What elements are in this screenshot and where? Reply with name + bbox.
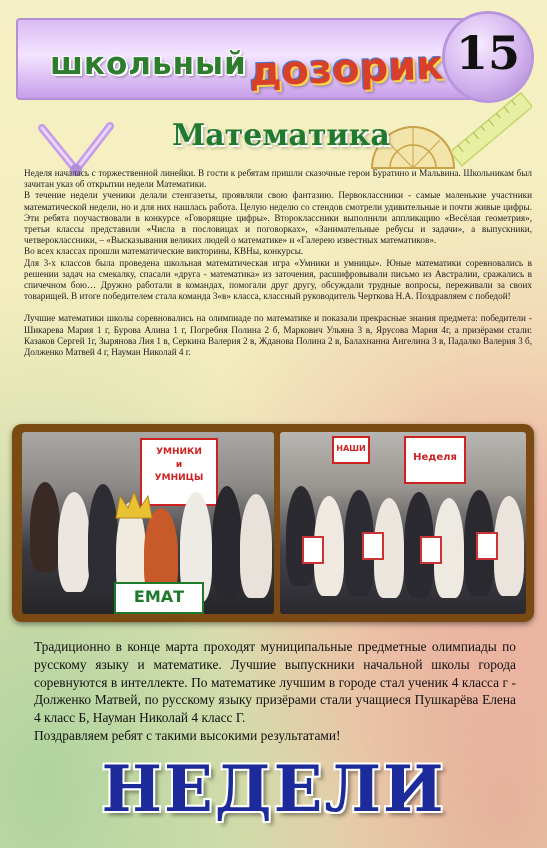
footer-title: НЕДЕЛИ xyxy=(101,752,446,827)
closing-paragraph: Поздравляем ребят с такими высокими результатами! xyxy=(34,727,341,743)
article-paragraph: В течение недели ученики делали стенгазеты, проявляли свою фантазию. Первоклассники - самые маленькие участники математической недели, но и для них нашлась работа. Целую неделю со стендов смотрели удивительные и почти живые цифры. Эти ребята поучаствовали в конкурсе «Говорящие цифры». Второклассники выполнили аппликацию «Весёлая геометрия», третьи классы представили «Числа в пословицах и поговорках», «Занимательные ребусы и задачи», а выпускники, четвероклассники, – «Высказывания великих людей о математике» и «Галерею известных математиков». xyxy=(24,190,532,246)
issue-number: 15 xyxy=(455,26,520,80)
photo-sign-top: НАШИ xyxy=(332,436,370,464)
newspaper-brand: дозорик xyxy=(248,42,445,96)
newspaper-title: школьный xyxy=(50,46,247,82)
photo-sign-text: и xyxy=(175,460,183,470)
crown-icon xyxy=(114,490,154,520)
section-title: Математика xyxy=(172,118,390,153)
photo-sign-text: УМНИКИ xyxy=(156,447,202,457)
article-paragraph: Неделя началась с торжественной линейки. В гости к ребятам пришли сказочные герои Буратино и Мальвина. Школьникам был зачитан указ об открытии недели Математики. xyxy=(24,168,532,190)
photo-math-game xyxy=(22,432,274,614)
article-body xyxy=(24,168,532,358)
photo-sign-main: Неделя xyxy=(404,436,466,484)
ruler-icon xyxy=(452,90,532,170)
closing-text xyxy=(34,638,516,745)
photo-frame xyxy=(12,424,534,622)
photo-banner: ЕМАТ xyxy=(114,582,204,614)
article-paragraph: Для 3-х классов была проведена школьная математическая игра «Умники и умницы». Юные математики соревновались в решении задач на смекалку, спасали «друга - математика» из заточения, расшифровывали письмо из Австралии, сражались в спичечном бою… Дружно работали в командах, помогали друг другу, обсуждали трудные вопросы, переживали за своих товарищей. В итоге победителем стала команда 3«в» класса, классный руководитель Черткова Н.А. Поздравляем с победой! xyxy=(24,257,532,302)
header-banner xyxy=(16,18,486,100)
article-paragraph: Лучшие математики школы соревновались на олимпиаде по математике и показали прекрасные знания предмета: победители - Шикарева Мария 1 г, Бурова Алина 1 г, Погребня Полина 2 б, Маркович Ульяна 3 в, Ярусова Мария 4г, а призёрами стали: Казаков Сергей 1г, Зырянова Лия 1 в, Серкина Валерия 2 в, Жданова Полина 2 в, Балахнанна Ангелина 3 в, Падалко Валерия 3 б, Долженко Матвей 4 г, Науман Николай 4 г. xyxy=(24,313,532,358)
photo-sign-text: УМНИЦЫ xyxy=(154,473,204,483)
photo-math-olympiad xyxy=(280,432,526,614)
closing-paragraph: Традиционно в конце марта проходят муниципальные предметные олимпиады по русскому языку и математике. Лучшие выпускники начальной школы города соревнуются в интеллекте. По математике лучшим в городе стал ученик 4 класса г - Долженко Матвей, по русскому языку призёрами стали учащиеся Пушкарёва Елена 4 класс Б, Науман Николай 4 класс Г. xyxy=(34,639,516,726)
article-paragraph: Во всех классах прошли математические викторины, КВНы, конкурсы. xyxy=(24,246,304,257)
issue-badge xyxy=(445,14,531,100)
